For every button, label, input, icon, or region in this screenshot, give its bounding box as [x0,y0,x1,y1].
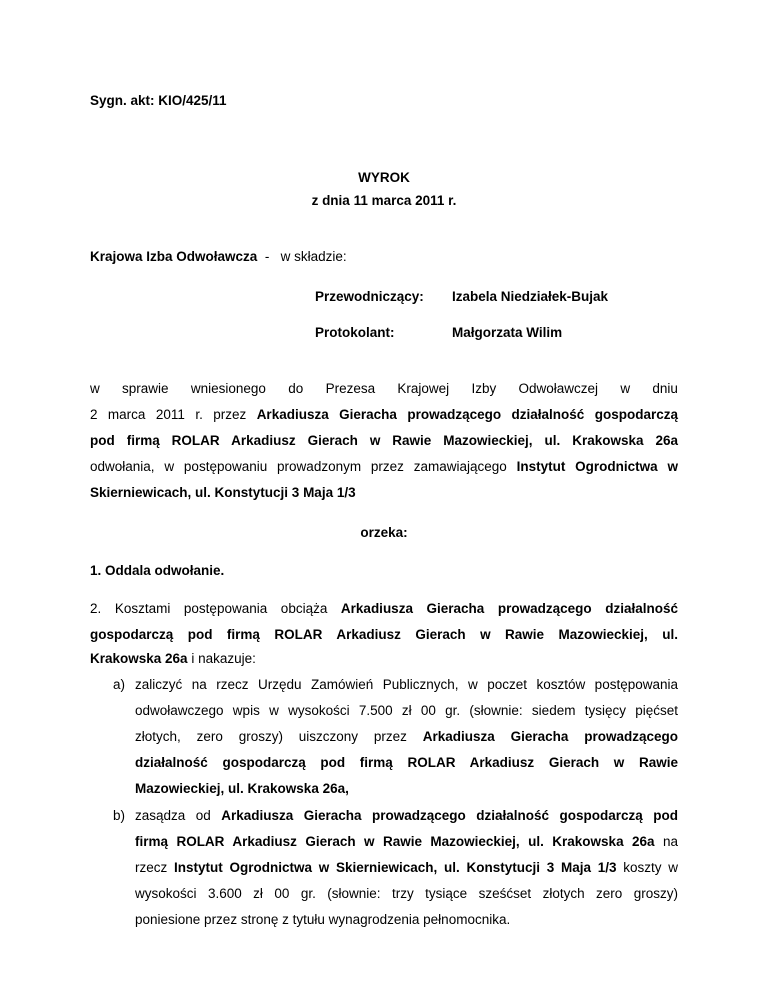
item-a-line-4: działalność gospodarczą pod firmą ROLAR Arkadiusz Gierach w Rawie [135,755,678,770]
intro-line-3: pod firmą ROLAR Arkadiusz Gierach w Rawie Mazowieckiej, ul. Krakowska 26a [90,433,678,448]
chair-name: Izabela Niedziałek-Bujak [452,289,609,304]
case-signature: Sygn. akt: KIO/425/11 [90,93,227,108]
clerk-name: Małgorzata Wilim [452,325,563,340]
item-a-line-5: Mazowieckiej, ul. Krakowska 26a, [135,781,349,796]
intro-line-5: Skierniewicach, ul. Konstytucji 3 Maja 1/3 [90,485,356,500]
item-a-marker: a) [113,677,126,692]
item-b-marker: b) [113,808,126,823]
item-b-line-1: zasądza od Arkadiusza Gieracha prowadzącego działalność gospodarczą pod [135,808,678,823]
ruling-point-2-line-2: gospodarczą pod firmą ROLAR Arkadiusz Gierach w Rawie Mazowieckiej, ul. [90,627,678,642]
ruling-heading: orzeka: [360,525,408,540]
chair-label: Przewodniczący: [315,289,424,304]
item-a-line-1: zaliczyć na rzecz Urzędu Zamówień Publicznych, w poczet kosztów postępowania [135,677,678,692]
item-b-line-5: poniesione przez stronę z tytułu wynagrodzenia pełnomocnika. [135,912,511,927]
ruling-point-1: 1. Oddala odwołanie. [90,563,225,578]
intro-line-1: w sprawie wniesionego do Prezesa Krajowej Izby Odwoławczej w dniu [90,381,678,396]
item-b-line-4: wysokości 3.600 zł 00 gr. (słownie: trzy tysiące sześćset złotych zero groszy) [135,886,678,901]
item-b-line-3: rzecz Instytut Ogrodnictwa w Skierniewicach, ul. Konstytucji 3 Maja 1/3 koszty w [135,860,678,875]
item-b-line-2: firmą ROLAR Arkadiusz Gierach w Rawie Mazowieckiej, ul. Krakowska 26a na [135,834,678,849]
intro-line-2: 2 marca 2011 r. przez Arkadiusza Gieracha prowadzącego działalność gospodarczą [90,407,678,422]
item-a-line-2: odwoławczego wpis w wysokości 7.500 zł 00 gr. (słownie: siedem tysięcy pięćset [135,703,678,718]
judgment-heading: WYROK [358,170,410,185]
ruling-point-2-line-1: 2. Kosztami postępowania obciąża Arkadiusza Gieracha prowadzącego działalność [90,601,678,616]
ruling-point-2-line-3: Krakowska 26a i nakazuje: [90,651,256,666]
chamber-line: Krajowa Izba Odwoławcza - w składzie: [90,249,347,264]
clerk-label: Protokolant: [315,325,395,340]
judgment-date: z dnia 11 marca 2011 r. [311,193,457,208]
item-a-line-3: złotych, zero groszy) uiszczony przez Arkadiusza Gieracha prowadzącego [135,729,678,744]
intro-line-4: odwołania, w postępowaniu prowadzonym przez zamawiającego Instytut Ogrodnictwa w [90,459,678,474]
